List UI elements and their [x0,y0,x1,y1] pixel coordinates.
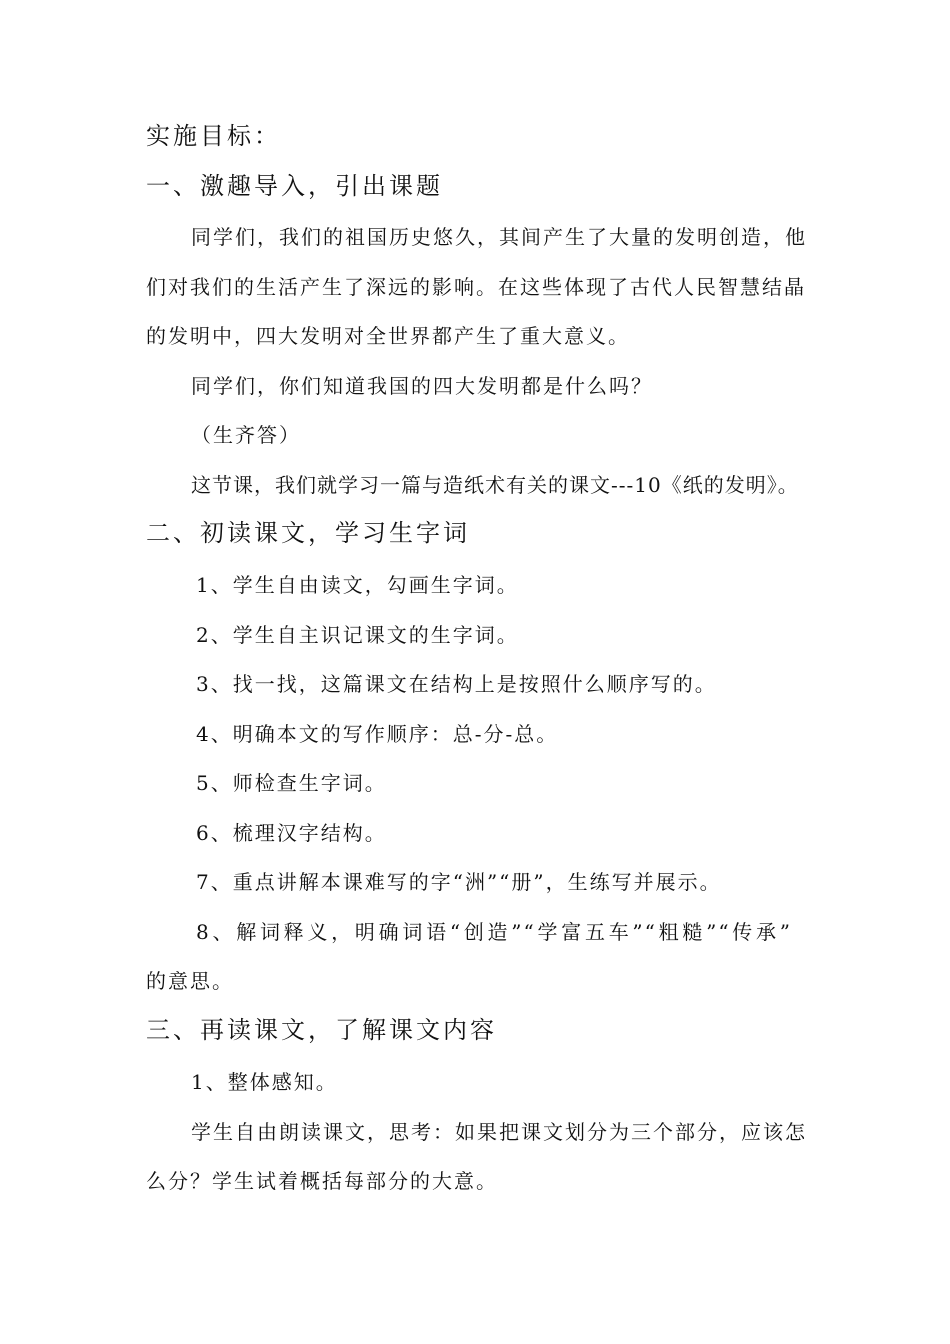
section-3-item-1: 1、整体感知。 [191,1070,338,1094]
section-2-item-3: 3、找一找，这篇课文在结构上是按照什么顺序写的。 [196,672,717,696]
section-2-item-1: 1、学生自由读文，勾画生字词。 [196,573,519,597]
intro-paragraph-line-3: 的发明中，四大发明对全世界都产生了重大意义。 [146,324,630,348]
section-2-item-7: 7、重点讲解本课难写的字“洲”“册”，生练写并展示。 [196,870,722,894]
lesson-intro-paragraph: 这节课，我们就学习一篇与造纸术有关的课文---10《纸的发明》。 [191,473,799,497]
section-2-item-6: 6、梳理汉字结构。 [196,821,387,845]
goal-heading: 实施目标： [146,122,281,150]
section-3-paragraph-line-2: 么分？学生试着概括每部分的大意。 [146,1169,498,1193]
section-2-item-8-line-1: 8、解词释义，明确词语“创造”“学富五车”“粗糙”“传承” [196,920,792,944]
section-1-title: 一、激趣导入，引出课题 [146,172,443,200]
section-3-paragraph-line-1: 学生自由朗读课文，思考：如果把课文划分为三个部分，应该怎 [191,1120,807,1144]
section-2-item-2: 2、学生自主识记课文的生字词。 [196,623,519,647]
intro-paragraph-line-1: 同学们，我们的祖国历史悠久，其间产生了大量的发明创造，他 [191,225,807,249]
question-paragraph: 同学们，你们知道我国的四大发明都是什么吗？ [191,374,653,398]
section-2-item-8-line-2: 的意思。 [146,969,234,993]
section-2-title: 二、初读课文，学习生字词 [146,519,470,547]
section-2-item-4: 4、明确本文的写作顺序：总-分-总。 [196,722,559,746]
intro-paragraph-line-2: 们对我们的生活产生了深远的影响。在这些体现了古代人民智慧结晶 [146,275,806,299]
students-answer-note: （生齐答） [191,423,301,447]
section-3-title: 三、再读课文，了解课文内容 [146,1016,497,1044]
section-2-item-5: 5、师检查生字词。 [196,771,387,795]
